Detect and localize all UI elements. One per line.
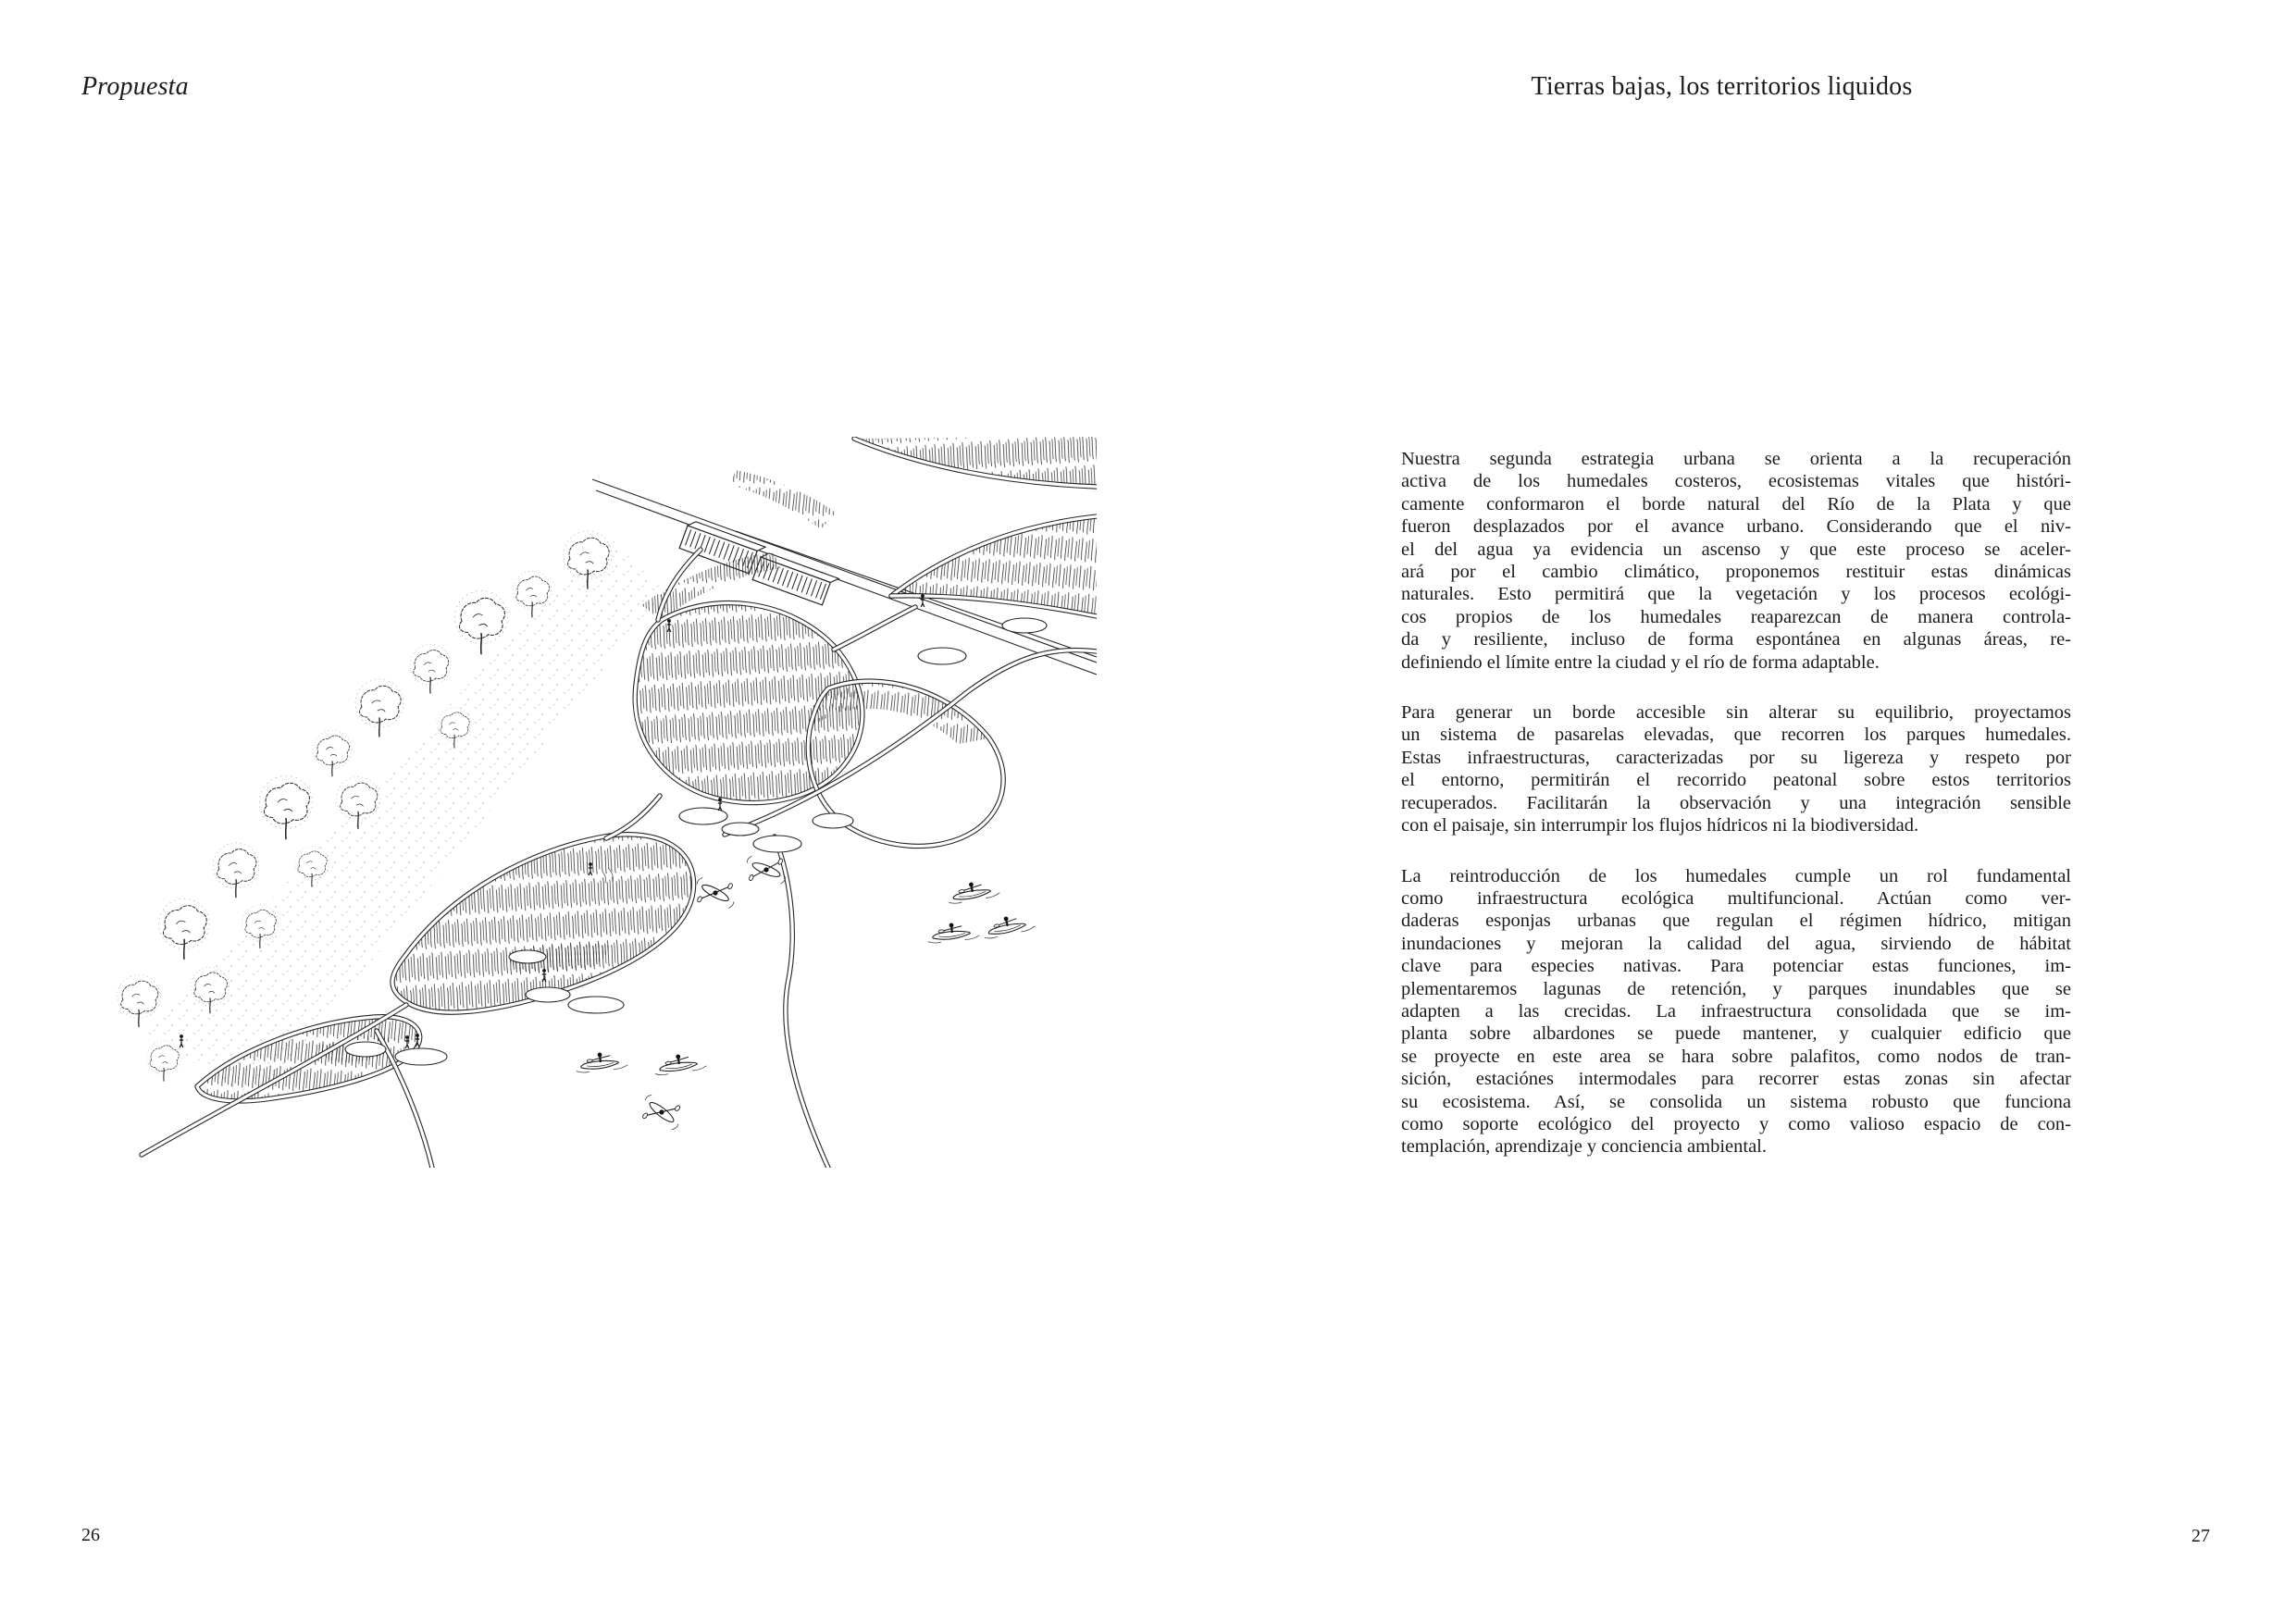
text-line: fueron desplazados por el avance urbano. Considerando que el niv- (1401, 516, 2071, 538)
text-line: inundaciones y mejoran la calidad del agua, sirviendo de hábitat (1401, 933, 2071, 954)
right-page-header: Tierras bajas, los territorios liquidos (1531, 72, 1913, 101)
text-line: Nuestra segunda estrategia urbana se orienta a la recuperación (1401, 449, 2071, 469)
text-line: definiendo el límite entre la ciudad y el río de forma adaptable. (1401, 651, 1880, 673)
body-paragraph (1401, 865, 2071, 1158)
text-line: La reintroducción de los humedales cumple un rol fundamental (1401, 865, 2071, 886)
text-line: daderas esponjas urbanas que regulan el régimen hídrico, mitigan (1401, 911, 2071, 932)
text-line: camente conformaron el borde natural del Río de la Plata y que (1401, 493, 2071, 514)
text-line: naturales. Esto permitirá que la vegetación y los procesos ecológi- (1401, 584, 2071, 605)
left-page-number: 26 (81, 1525, 100, 1545)
text-line: cos propios de los humedales reaparezcan de manera controla- (1401, 606, 2071, 627)
kayak-icon (946, 878, 1000, 905)
text-line: planta sobre albardones se puede mantener, y cualquier edificio que (1401, 1023, 2071, 1045)
kayak-icon (689, 869, 741, 917)
text-line: adapten a las crecidas. La infraestructura consolidada que se im- (1401, 1000, 2071, 1022)
text-line: con el paisaje, sin interrumpir los flujos hídricos ni la biodiversidad. (1401, 815, 1919, 836)
text-line: su ecosistema. Así, se consolida un sistema robusto que funciona (1401, 1091, 2071, 1112)
kayak-icon (653, 1051, 707, 1076)
kayak-icon (636, 1086, 689, 1137)
text-line: recuperados. Facilitarán la observación y una integración sensible (1401, 792, 2071, 813)
person-icon (718, 798, 722, 811)
kayak-icon (926, 921, 980, 944)
left-page-header: Propuesta (81, 72, 189, 101)
text-line: el entorno, permitirán el recorrido peatonal sobre estos territorios (1401, 770, 2071, 791)
text-line: clave para especies nativas. Para potenciar estas funciones, im- (1401, 956, 2071, 977)
body-paragraph (1401, 701, 2071, 836)
text-line: como infraestructura ecológica multifuncional. Actúan como ver- (1401, 887, 2071, 909)
text-line: Para generar un borde accesible sin alterar su equilibrio, proyectamos (1401, 702, 2071, 724)
text-line: un sistema de pasarelas elevadas, que recorren los parques humedales. (1401, 725, 2071, 746)
kayak-icon (575, 1050, 628, 1073)
body-paragraph (1401, 448, 2071, 674)
text-line: da y resiliente, incluso de forma espontánea en algunas áreas, re- (1401, 629, 2071, 650)
text-line: sición, estaciónes intermodales para recorrer estas zonas sin afectar (1401, 1069, 2071, 1090)
text-line: Estas infraestructuras, caracterizadas por su ligereza y respeto por (1401, 747, 2071, 768)
text-line: el del agua ya evidencia un ascenso y que este proceso se aceler- (1401, 539, 2071, 560)
kayak-icon (981, 911, 1036, 940)
text-line: se proyecte en este area se hara sobre palafitos, como nodos de tran- (1401, 1046, 2071, 1067)
text-line: plementaremos lagunas de retención, y parques inundables que se (1401, 978, 2071, 999)
text-line: activa de los humedales costeros, ecosistemas vitales que históri- (1401, 471, 2071, 492)
person-icon (921, 594, 925, 607)
text-line: templación, aprendizaje y conciencia ambiental. (1401, 1136, 1768, 1158)
text-line: ará por el cambio climático, proponemos restituir estas dinámicas (1401, 562, 2071, 583)
body-text-column (1401, 448, 2071, 1158)
right-page-number: 27 (2191, 1526, 2210, 1546)
text-line: como soporte ecológico del proyecto y como valioso espacio de con- (1401, 1113, 2071, 1134)
wetland-illustration (88, 437, 1097, 1168)
stipple-texture (148, 534, 666, 1103)
